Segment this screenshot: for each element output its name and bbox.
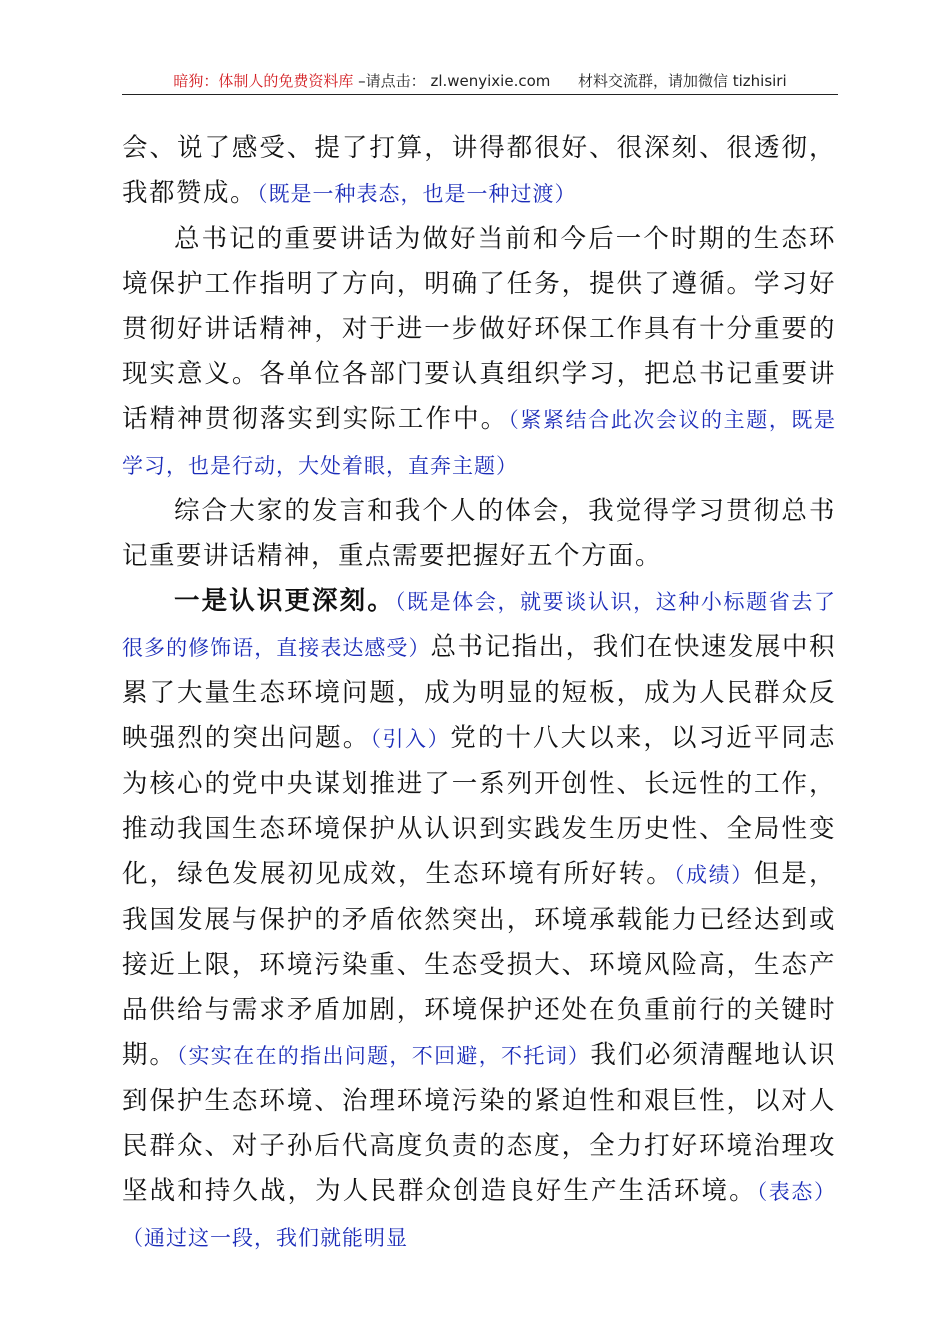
body-text: 总书记指出，我们在快速发展中积累了大量生态环境问题，成为明显的短板，成为人民群众反映强烈的突出问题。 <box>122 632 836 753</box>
header-contact: 材料交流群，请加微信 tizhisiri <box>577 72 787 90</box>
body-text: 但是，我国发展与保护的矛盾依然突出，环境承载能力已经达到或接近上限，环境污染重、生态受损大、环境风险高，生态产品供给与需求矛盾加剧，环境保护还处在负重前行的关键时期。 <box>122 859 836 1070</box>
annotation-note: （成绩） <box>673 863 754 887</box>
header-link[interactable]: zl.wenyixie.com <box>430 72 551 90</box>
paragraph-3 <box>122 489 836 579</box>
body-text: 会、说了感受、提了打算，讲得都很好、很深刻、很透彻，我都赞成。 <box>122 133 836 208</box>
annotation-note: （表态） <box>756 1180 836 1204</box>
annotation-note: （紧紧结合此次会议的主题，既是学习，也是行动，大处着眼，直奔主题） <box>122 408 836 478</box>
annotation-note: （引入） <box>370 727 451 751</box>
body-text: 综合大家的发言和我个人的体会，我觉得学习贯彻总书记重要讲话精神，重点需要把握好五个方面。 <box>122 496 836 571</box>
annotation-note: （实实在在的指出问题，不回避，不托词） <box>176 1044 591 1068</box>
section-heading: 一是认识更深刻。 <box>174 586 395 616</box>
body-text: 总书记的重要讲话为做好当前和今后一个时期的生态环境保护工作指明了方向，明确了任务，提供了遵循。学习好贯彻好讲话精神，对于进一步做好环保工作具有十分重要的现实意义。各单位各部门要认真组织学习，把总书记重要讲话精神贯彻落实到实际工作中。 <box>122 224 836 434</box>
header-click-prefix: –请点击： <box>358 72 426 90</box>
paragraph-2 <box>122 217 836 489</box>
annotation-note: （既是体会，就要谈认识，这种小标题省去了很多的修饰语，直接表达感受） <box>122 590 836 660</box>
document-header <box>122 68 838 95</box>
paragraph-1 <box>122 126 836 217</box>
body-text: 我们必须清醒地认识到保护生态环境、治理环境污染的紧迫性和艰巨性，以对人民群众、对子孙后代高度负责的态度，全力打好环境治理攻坚战和持久战，为人民群众创造良好生产生活环境。 <box>122 1040 836 1206</box>
annotation-note: （通过这一段，我们就能明显 <box>122 1226 408 1250</box>
header-brand: 暗狗：体制人的免费资料库 <box>173 72 354 90</box>
body-text: 党的十八大以来，以习近平同志为核心的党中央谋划推进了一系列开创性、长远性的工作，推动我国生态环境保护从认识到实践发生历史性、全局性变化，绿色发展初见成效，生态环境有所好转。 <box>122 723 836 889</box>
paragraph-4 <box>122 579 836 1261</box>
annotation-note: （既是一种表态，也是一种过渡） <box>257 182 577 206</box>
document-body <box>122 126 836 1261</box>
